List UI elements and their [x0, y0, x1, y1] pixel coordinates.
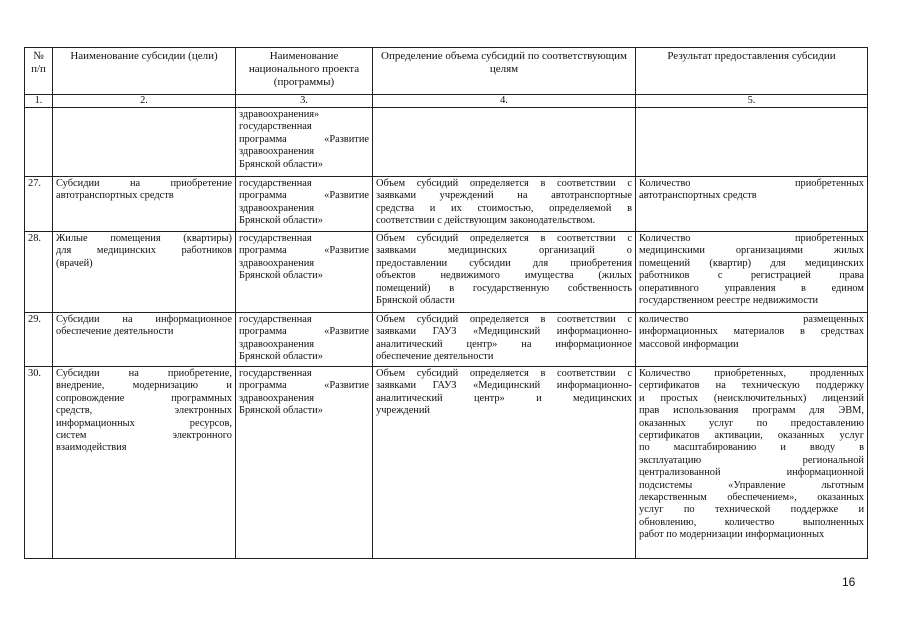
cell-line: лекарственным обеспечением», оказанных — [639, 492, 864, 504]
cell-num: 28. — [25, 232, 53, 313]
column-number: 1. — [25, 95, 53, 108]
column-number: 4. — [373, 95, 636, 108]
cell-line: автотранспортных средств — [639, 190, 757, 202]
cell-line: государственная — [239, 368, 312, 379]
cell-line: здравоохранения — [239, 146, 315, 158]
header-row — [25, 48, 868, 95]
cell-line: Объем субсидий определяется в соответствии с — [376, 368, 632, 379]
cell-line: услуг по технической поддержке и — [639, 504, 864, 516]
cell-line: здравоохранения — [239, 338, 315, 350]
cell-line: аналитический центр» и медицинских — [376, 392, 632, 404]
cell-definition — [373, 232, 636, 313]
cell-line: здравоохранения — [239, 202, 315, 214]
cell-program — [236, 313, 373, 367]
cell-result — [636, 367, 868, 559]
header-num: № п/п — [25, 48, 53, 95]
cell-program — [236, 177, 373, 232]
cell-program — [236, 367, 373, 559]
continuation-row — [25, 108, 868, 177]
cell-line: Объем субсидий определяется в соответствии с — [376, 178, 632, 189]
cell-definition — [373, 177, 636, 232]
cell-line: программа «Развитие — [239, 190, 369, 202]
cell-name — [53, 177, 236, 232]
cell-line: средства и их стоимостью, определяемой в — [376, 202, 632, 214]
cell-line: программа «Развитие — [239, 380, 369, 392]
cell-line: предоставлении субсидии для приобретения — [376, 257, 632, 269]
cell-definition — [373, 108, 636, 177]
cell-line: Количество приобретенных — [639, 178, 864, 189]
cell-line: и простых (неисключительных) лицензий — [639, 392, 864, 404]
cell-line: работ по модернизации информационных — [639, 529, 825, 541]
cell-line: Брянской области» — [239, 158, 323, 170]
column-number: 2. — [53, 95, 236, 108]
cell-line: Брянской области — [376, 295, 455, 307]
cell-line: заявками ГАУЗ «Медицинский информационно- — [376, 380, 632, 392]
cell-line: программа «Развитие — [239, 326, 369, 338]
cell-line: по масштабированию и вводу в — [639, 442, 864, 454]
cell-line: аналитический центр» на информационное — [376, 338, 632, 350]
cell-line: Количество приобретенных — [639, 233, 864, 244]
cell-line: прав использования программ для ЭВМ, — [639, 405, 864, 417]
cell-line: обеспечение деятельности — [376, 351, 494, 363]
cell-line: Брянской области» — [239, 215, 323, 227]
cell-program — [236, 108, 373, 177]
cell-line: внедрение, модернизацию и — [56, 380, 232, 392]
cell-program — [236, 232, 373, 313]
cell-name — [53, 367, 236, 559]
subsidy-table — [24, 47, 868, 559]
cell-line: объектов недвижимого имущества (жилых — [376, 270, 632, 282]
cell-line: программа «Развитие — [239, 133, 369, 145]
cell-line: помещений) в государственную собственность — [376, 282, 632, 294]
cell-line: Жилые помещения (квартиры) — [56, 233, 232, 244]
cell-line: государственная — [239, 121, 312, 133]
cell-line: оказанных услуг по предоставлению — [639, 417, 864, 429]
header-program: Наименование национального проекта (программы) — [236, 48, 373, 95]
cell-line: сопровождение программных — [56, 392, 232, 404]
table-row — [25, 177, 868, 232]
cell-line: Брянской области» — [239, 351, 323, 363]
cell-line: сертификатов активации, оказанных услуг — [639, 430, 864, 442]
cell-result — [636, 313, 868, 367]
cell-result — [636, 108, 868, 177]
cell-line: взаимодействия — [56, 442, 127, 454]
cell-line: заявками ГАУЗ «Медицинский информационно- — [376, 326, 632, 338]
cell-line: количество размещенных — [639, 314, 864, 325]
column-number: 5. — [636, 95, 868, 108]
cell-line: информационных материалов в средствах — [639, 326, 864, 338]
cell-line: оперативного управления в едином — [639, 282, 864, 294]
cell-line: здравоохранения — [239, 392, 315, 404]
cell-line: Субсидии на приобретение, — [56, 368, 232, 379]
cell-line: для медицинских работников — [56, 245, 232, 257]
cell-line: соответствии с действующим законодательством. — [376, 215, 596, 227]
cell-line: подсистемы «Управление льготным — [639, 479, 864, 491]
cell-line: эксплуатацию региональной — [639, 454, 864, 466]
cell-line: работников с регистрацией права — [639, 270, 864, 282]
cell-line: здравоохранения — [239, 257, 315, 269]
cell-line: систем электронного — [56, 430, 232, 442]
table-row — [25, 232, 868, 313]
page-number: 16 — [842, 575, 856, 589]
cell-line: Объем субсидий определяется в соответствии с — [376, 314, 632, 325]
cell-line: государственная — [239, 314, 312, 325]
cell-line: учреждений — [376, 405, 430, 417]
column-number-row — [25, 95, 868, 108]
cell-line: Количество приобретенных, продленных — [639, 368, 864, 379]
cell-line: Брянской области» — [239, 270, 323, 282]
header-name: Наименование субсидии (цели) — [53, 48, 236, 95]
cell-definition — [373, 313, 636, 367]
cell-line: обновлению, количество выполненных — [639, 516, 864, 528]
cell-name — [53, 313, 236, 367]
cell-line: медицинскими организациями жилых — [639, 245, 864, 257]
cell-line: программа «Развитие — [239, 245, 369, 257]
cell-line: средств, электронных — [56, 405, 232, 417]
cell-line: государственном реестре недвижимости — [639, 295, 819, 307]
header-result: Результат предоставления субсидии — [636, 48, 868, 95]
cell-num: 30. — [25, 367, 53, 559]
cell-line: здравоохранения» — [239, 109, 320, 120]
table-row — [25, 313, 868, 367]
cell-name — [53, 232, 236, 313]
cell-line: централизованной информационной — [639, 467, 864, 479]
cell-name — [53, 108, 236, 177]
column-number: 3. — [236, 95, 373, 108]
cell-result — [636, 232, 868, 313]
cell-line: (врачей) — [56, 257, 93, 269]
cell-line: обеспечение деятельности — [56, 326, 174, 338]
cell-line: автотранспортных средств — [56, 190, 174, 202]
cell-line: помещений (квартир) для медицинских — [639, 257, 864, 269]
cell-line: Брянской области» — [239, 405, 323, 417]
cell-line: массовой информации — [639, 338, 739, 350]
cell-line: сертификатов на техническую поддержку — [639, 380, 864, 392]
cell-result — [636, 177, 868, 232]
cell-line: Субсидии на информационное — [56, 314, 232, 325]
table-row — [25, 367, 868, 559]
cell-line: государственная — [239, 233, 312, 244]
cell-num: 29. — [25, 313, 53, 367]
cell-definition — [373, 367, 636, 559]
cell-line: Объем субсидий определяется в соответствии с — [376, 233, 632, 244]
cell-num: 27. — [25, 177, 53, 232]
cell-line: Субсидии на приобретение — [56, 178, 232, 189]
cell-line: заявками учреждений на автотранспортные — [376, 190, 632, 202]
cell-line: заявками медицинских организаций о — [376, 245, 632, 257]
cell-line: информационных ресурсов, — [56, 417, 232, 429]
cell-num — [25, 108, 53, 177]
header-definition: Определение объема субсидий по соответствующим целям — [373, 48, 636, 95]
cell-line: государственная — [239, 178, 312, 189]
